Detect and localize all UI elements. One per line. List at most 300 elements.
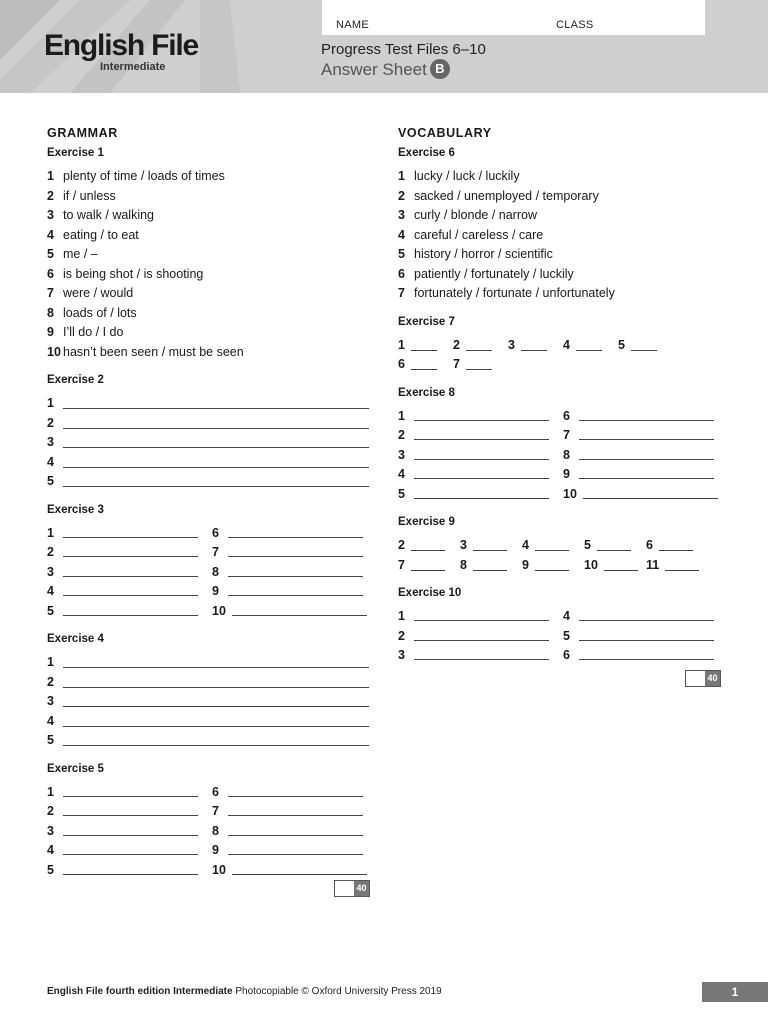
answer-line[interactable]	[414, 446, 549, 460]
exercise-7-title: Exercise 7	[398, 315, 455, 328]
exercise-8-list	[398, 407, 728, 505]
short-answer-line[interactable]	[411, 537, 445, 551]
answer-line-row	[47, 453, 377, 473]
answer-pair-row	[47, 524, 377, 544]
short-answer-line[interactable]	[597, 537, 631, 551]
item-number: 6	[398, 357, 405, 371]
item-number: 3	[508, 337, 515, 352]
answer-pair-row	[47, 822, 377, 842]
answer-cell	[47, 543, 212, 563]
short-answer-cell	[646, 536, 708, 556]
exercise-4-list	[47, 653, 377, 751]
item-options: sacked / unemployed / temporary	[414, 188, 599, 203]
answer-cell	[398, 485, 563, 505]
short-answer-cell	[453, 336, 508, 356]
item-number: 5	[47, 474, 54, 488]
item-number: 1	[47, 169, 54, 183]
item-number: 5	[398, 486, 405, 501]
exercise-10-title: Exercise 10	[398, 587, 462, 599]
answer-line[interactable]	[579, 465, 714, 479]
item-number: 4	[563, 609, 570, 623]
answer-item[interactable]	[47, 304, 377, 324]
answer-line[interactable]	[228, 783, 363, 797]
answer-cell	[398, 627, 563, 647]
item-number: 2	[47, 415, 54, 430]
answer-cell	[212, 861, 377, 881]
answer-cell	[47, 802, 212, 822]
item-number: 5	[398, 247, 405, 261]
answer-line[interactable]	[63, 434, 369, 448]
short-answer-cell	[584, 536, 646, 556]
grammar-column	[47, 125, 377, 880]
answer-item[interactable]	[398, 206, 728, 226]
item-number: 6	[563, 408, 570, 423]
answer-line[interactable]	[63, 415, 369, 429]
exercise-2-title: Exercise 2	[47, 374, 104, 386]
exercise-1-title: Exercise 1	[47, 147, 104, 159]
item-options: is being shot / is shooting	[63, 266, 204, 281]
short-answer-cell	[398, 556, 460, 576]
item-number: 9	[212, 584, 219, 598]
answer-line[interactable]	[232, 861, 367, 875]
footer-copyright: Photocopiable © Oxford University Press 2019	[235, 986, 442, 997]
item-number: 1	[47, 784, 54, 799]
short-answer-line[interactable]	[576, 337, 602, 351]
answer-line[interactable]	[63, 841, 198, 855]
item-number: 6	[398, 266, 405, 281]
item-number: 6	[212, 525, 219, 540]
short-answer-line[interactable]	[411, 337, 437, 351]
page-header	[0, 0, 768, 93]
answer-item[interactable]	[47, 245, 377, 265]
vocabulary-column	[398, 125, 728, 666]
answer-item[interactable]	[398, 284, 728, 304]
short-answer-line[interactable]	[535, 537, 569, 551]
answer-cell	[398, 446, 563, 466]
answer-item[interactable]	[398, 187, 728, 207]
short-answer-cell	[398, 536, 460, 556]
short-answer-cell	[398, 355, 453, 375]
vocabulary-heading: VOCABULARY	[398, 126, 492, 140]
item-number: 5	[584, 538, 591, 552]
item-number: 3	[398, 648, 405, 662]
answer-pair-row	[47, 602, 377, 622]
item-number: 3	[460, 538, 467, 552]
answer-cell	[212, 582, 377, 602]
exercise-3-list	[47, 524, 377, 622]
item-number: 6	[646, 538, 653, 552]
answer-cell	[398, 407, 563, 427]
answer-item[interactable]	[47, 187, 377, 207]
answer-cell	[398, 646, 563, 666]
answer-pair-row	[398, 627, 728, 647]
item-options: me / –	[63, 247, 98, 261]
answer-cell	[563, 426, 728, 446]
grammar-score-total: 40	[354, 881, 369, 896]
item-number: 10	[212, 862, 226, 877]
item-options: eating / to eat	[63, 227, 139, 242]
item-number: 4	[563, 337, 570, 352]
answer-line[interactable]	[579, 646, 714, 660]
answer-line[interactable]	[63, 524, 198, 538]
item-number: 7	[398, 557, 405, 572]
item-number: 7	[47, 286, 54, 300]
short-answer-cell	[460, 536, 522, 556]
answer-line[interactable]	[414, 646, 549, 660]
item-number: 1	[47, 396, 54, 410]
answer-line-row	[47, 394, 377, 414]
answer-item[interactable]	[47, 343, 377, 363]
answer-cell	[47, 563, 212, 583]
answer-line[interactable]	[414, 465, 549, 479]
answer-line[interactable]	[63, 822, 198, 836]
answer-line[interactable]	[63, 473, 369, 487]
answer-cell	[212, 841, 377, 861]
item-number: 5	[47, 247, 54, 261]
short-answer-cell	[522, 536, 584, 556]
answer-line[interactable]	[414, 607, 549, 621]
short-answer-cell	[508, 336, 563, 356]
answer-line[interactable]	[63, 602, 198, 616]
item-number: 7	[563, 428, 570, 442]
short-answer-line[interactable]	[631, 337, 657, 351]
answer-cell	[212, 602, 377, 622]
answer-cell	[47, 861, 212, 881]
short-answer-row	[398, 336, 728, 356]
answer-line[interactable]	[63, 693, 369, 707]
answer-cell	[563, 465, 728, 485]
answer-pair-row	[47, 841, 377, 861]
answer-line[interactable]	[228, 543, 363, 557]
item-number: 2	[453, 337, 460, 352]
answer-line[interactable]	[63, 674, 369, 688]
answer-line[interactable]	[228, 563, 363, 577]
item-number: 8	[563, 447, 570, 462]
item-options: hasn’t been seen / must be seen	[63, 344, 244, 359]
answer-line[interactable]	[579, 446, 714, 460]
item-number: 4	[47, 584, 54, 598]
answer-line[interactable]	[228, 841, 363, 855]
answer-pair-row	[398, 646, 728, 666]
item-number: 8	[212, 823, 219, 838]
english-file-logo	[44, 29, 198, 73]
item-number: 8	[212, 564, 219, 579]
answer-line-row	[47, 653, 377, 673]
answer-item[interactable]	[47, 226, 377, 246]
item-options: lucky / luck / luckily	[414, 169, 520, 183]
answer-line[interactable]	[414, 485, 549, 499]
item-number: 3	[398, 447, 405, 462]
item-number: 3	[47, 435, 54, 449]
item-number: 11	[646, 557, 660, 572]
answer-line[interactable]	[414, 426, 549, 440]
answer-pair-row	[47, 563, 377, 583]
item-options: fortunately / fortunate / unfortunately	[414, 286, 615, 300]
short-answer-cell	[584, 556, 646, 576]
short-answer-cell	[453, 355, 508, 375]
answer-item[interactable]	[47, 323, 377, 343]
exercise-4-title: Exercise 4	[47, 633, 104, 645]
item-number: 9	[563, 467, 570, 481]
answer-pair-row	[47, 802, 377, 822]
item-number: 10	[584, 557, 598, 572]
answer-pair-row	[398, 426, 728, 446]
item-number: 3	[47, 564, 54, 579]
answer-line-row	[47, 472, 377, 492]
answer-item[interactable]	[398, 265, 728, 285]
item-number: 9	[47, 325, 54, 339]
item-options: to walk / walking	[63, 208, 155, 222]
exercise-6-title: Exercise 6	[398, 147, 455, 159]
grammar-heading: GRAMMAR	[47, 126, 118, 140]
answer-pair-row	[398, 465, 728, 485]
item-number: 10	[47, 344, 61, 359]
answer-cell	[212, 543, 377, 563]
answer-line[interactable]	[63, 582, 198, 596]
item-number: 6	[212, 784, 219, 799]
exercise-1-list	[47, 167, 377, 362]
answer-cell	[563, 446, 728, 466]
item-number: 1	[47, 525, 54, 540]
exercise-10-list	[398, 607, 728, 666]
item-options: if / unless	[63, 188, 116, 203]
answer-line[interactable]	[63, 543, 198, 557]
item-options: careful / careless / care	[414, 227, 544, 242]
answer-pair-row	[47, 582, 377, 602]
footer-text	[47, 986, 442, 997]
short-answer-cell	[618, 336, 673, 356]
logo-title: English File	[44, 29, 198, 62]
answer-cell	[212, 783, 377, 803]
answer-cell	[47, 582, 212, 602]
item-number: 4	[398, 467, 405, 481]
item-number: 2	[47, 545, 54, 559]
exercise-8-title: Exercise 8	[398, 386, 455, 399]
answer-item[interactable]	[398, 226, 728, 246]
answer-pair-row	[398, 446, 728, 466]
answer-cell	[398, 465, 563, 485]
short-answer-line[interactable]	[473, 557, 507, 571]
answer-pair-row	[398, 407, 728, 427]
item-number: 10	[212, 603, 226, 618]
exercise-7-list	[398, 336, 728, 375]
answer-line[interactable]	[63, 732, 369, 746]
item-number: 5	[563, 628, 570, 643]
item-options: patiently / fortunately / luckily	[414, 266, 574, 281]
item-number: 1	[47, 655, 54, 669]
answer-cell	[563, 407, 728, 427]
answer-line-row	[47, 414, 377, 434]
answer-line[interactable]	[579, 607, 714, 621]
answer-line[interactable]	[414, 627, 549, 641]
short-answer-line[interactable]	[521, 337, 547, 351]
item-number: 4	[47, 227, 54, 242]
test-title: Progress Test Files 6–10	[321, 41, 486, 58]
answer-line[interactable]	[63, 654, 369, 668]
short-answer-cell	[522, 556, 584, 576]
answer-item[interactable]	[398, 167, 728, 187]
answer-line[interactable]	[583, 485, 718, 499]
answer-line[interactable]	[228, 582, 363, 596]
exercise-9-list	[398, 536, 728, 575]
item-number: 2	[398, 428, 405, 442]
short-answer-line[interactable]	[665, 557, 699, 571]
short-answer-cell	[646, 556, 708, 576]
answer-line[interactable]	[63, 563, 198, 577]
item-number: 3	[47, 823, 54, 838]
item-number: 7	[212, 545, 219, 559]
item-number: 6	[47, 266, 54, 281]
item-number: 2	[398, 628, 405, 643]
answer-line[interactable]	[228, 524, 363, 538]
item-number: 3	[398, 208, 405, 222]
short-answer-line[interactable]	[466, 337, 492, 351]
answer-line[interactable]	[63, 395, 369, 409]
item-number: 2	[47, 674, 54, 689]
answer-line-row	[47, 731, 377, 751]
answer-item[interactable]	[47, 206, 377, 226]
item-number: 8	[47, 305, 54, 320]
answer-line[interactable]	[414, 407, 549, 421]
answer-item[interactable]	[47, 167, 377, 187]
exercise-6-list	[398, 167, 728, 304]
answer-pair-row	[47, 861, 377, 881]
version-badge: B	[430, 59, 450, 79]
item-number: 3	[47, 208, 54, 222]
item-number: 3	[47, 694, 54, 708]
item-options: were / would	[63, 286, 134, 300]
short-answer-line[interactable]	[659, 537, 693, 551]
page-number: 1	[702, 982, 768, 1002]
answer-line[interactable]	[228, 822, 363, 836]
item-options: I’ll do / I do	[63, 325, 124, 339]
answer-cell	[47, 841, 212, 861]
short-answer-cell	[460, 556, 522, 576]
logo-subtitle: Intermediate	[100, 61, 166, 73]
item-options: loads of / lots	[63, 305, 137, 320]
item-number: 2	[47, 188, 54, 203]
answer-line[interactable]	[63, 802, 198, 816]
answer-cell	[47, 602, 212, 622]
answer-pair-row	[47, 543, 377, 563]
grammar-score-box[interactable]	[334, 880, 370, 897]
item-number: 5	[47, 603, 54, 618]
answer-pair-row	[398, 485, 728, 505]
item-number: 10	[563, 486, 577, 501]
short-answer-row	[398, 536, 728, 556]
answer-cell	[563, 607, 728, 627]
answer-line[interactable]	[232, 602, 367, 616]
answer-line[interactable]	[63, 454, 369, 468]
item-number: 9	[212, 843, 219, 857]
short-answer-cell	[563, 336, 618, 356]
item-number: 5	[47, 733, 54, 747]
short-answer-line[interactable]	[473, 537, 507, 551]
short-answer-line[interactable]	[411, 356, 437, 370]
item-number: 8	[460, 557, 467, 572]
item-number: 1	[398, 609, 405, 623]
answer-line[interactable]	[579, 407, 714, 421]
short-answer-line[interactable]	[466, 356, 492, 370]
short-answer-line[interactable]	[604, 557, 638, 571]
item-number: 5	[618, 337, 625, 352]
item-number: 1	[398, 169, 405, 183]
item-number: 7	[212, 804, 219, 818]
answer-cell	[212, 802, 377, 822]
short-answer-row	[398, 355, 728, 375]
item-number: 2	[398, 538, 405, 552]
answer-line[interactable]	[63, 783, 198, 797]
item-number: 1	[398, 408, 405, 423]
answer-cell	[563, 627, 728, 647]
exercise-9-title: Exercise 9	[398, 516, 455, 528]
short-answer-line[interactable]	[535, 557, 569, 571]
item-options: history / horror / scientific	[414, 247, 553, 261]
item-number: 4	[522, 538, 529, 552]
answer-item[interactable]	[47, 265, 377, 285]
item-number: 9	[522, 557, 529, 572]
item-number: 5	[47, 862, 54, 877]
answer-cell	[47, 822, 212, 842]
item-number: 4	[47, 843, 54, 857]
answer-cell	[563, 646, 728, 666]
item-number: 4	[398, 227, 405, 242]
answer-cell	[563, 485, 728, 505]
answer-line[interactable]	[63, 861, 198, 875]
item-options: plenty of time / loads of times	[63, 169, 225, 183]
answer-cell	[47, 783, 212, 803]
item-number: 7	[398, 286, 405, 300]
name-label: NAME	[336, 19, 369, 31]
answer-pair-row	[398, 607, 728, 627]
answer-cell	[212, 563, 377, 583]
short-answer-row	[398, 556, 728, 576]
answer-sheet-title	[321, 59, 450, 80]
answer-line-row	[47, 692, 377, 712]
footer-book: English File fourth edition Intermediate	[47, 986, 233, 997]
item-number: 4	[47, 454, 54, 469]
answer-line-row	[47, 712, 377, 732]
answer-sheet-label: Answer Sheet	[321, 60, 427, 79]
exercise-5-title: Exercise 5	[47, 762, 104, 775]
item-number: 1	[398, 337, 405, 352]
exercise-3-title: Exercise 3	[47, 503, 104, 516]
answer-cell	[398, 607, 563, 627]
answer-item[interactable]	[398, 245, 728, 265]
item-number: 7	[453, 357, 460, 371]
short-answer-line[interactable]	[411, 557, 445, 571]
answer-line[interactable]	[63, 713, 369, 727]
item-options: curly / blonde / narrow	[414, 208, 537, 222]
item-number: 6	[563, 648, 570, 662]
exercise-5-list	[47, 783, 377, 881]
answer-cell	[398, 426, 563, 446]
answer-line-row	[47, 433, 377, 453]
short-answer-cell	[398, 336, 453, 356]
vocabulary-score-box[interactable]	[685, 670, 721, 687]
answer-line[interactable]	[579, 426, 714, 440]
answer-item[interactable]	[47, 284, 377, 304]
item-number: 2	[398, 188, 405, 203]
answer-pair-row	[47, 783, 377, 803]
answer-line[interactable]	[228, 802, 363, 816]
class-label: CLASS	[556, 19, 594, 31]
item-number: 4	[47, 713, 54, 728]
answer-line[interactable]	[579, 627, 714, 641]
name-class-box[interactable]	[322, 0, 705, 35]
exercise-2-list	[47, 394, 377, 492]
answer-cell	[212, 822, 377, 842]
